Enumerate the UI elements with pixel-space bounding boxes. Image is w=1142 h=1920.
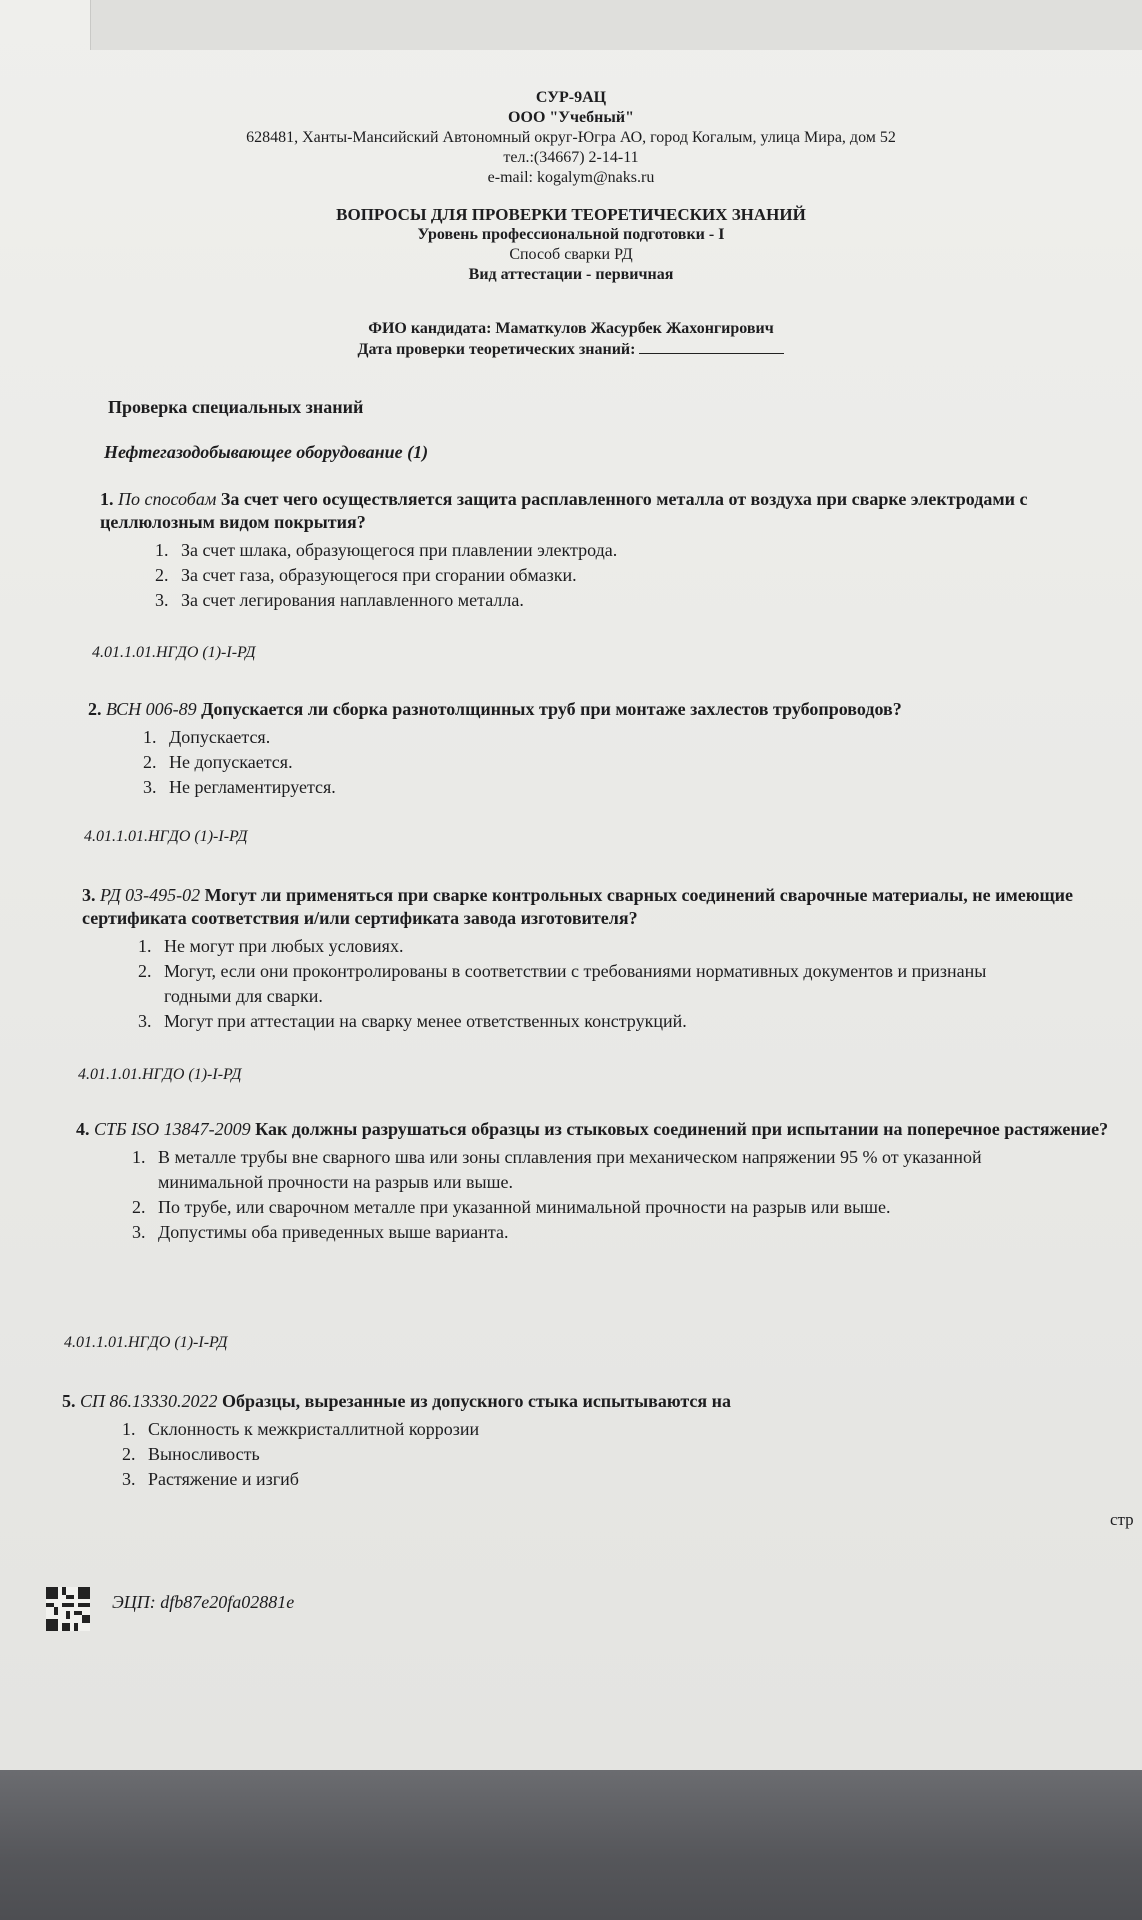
answer-option: 3. Не регламентируется.	[143, 777, 336, 797]
title-block	[0, 205, 1142, 285]
question-3	[82, 884, 1122, 1034]
answer-option: 1. Допускается.	[143, 727, 271, 747]
question-source: ВСН 006-89	[106, 699, 197, 719]
question-text: За счет чего осуществляется защита расплавленного металла от воздуха при сварке электродами с целлюлозным видом покрытия?	[100, 489, 1028, 532]
answer-option: 2. Могут, если они проконтролированы в соответствии с требованиями нормативных документов и признаны годными для сварки.	[138, 961, 987, 1006]
subsection-heading: Нефтегазодобывающее оборудование (1)	[104, 442, 429, 462]
question-source: По способам	[118, 489, 217, 509]
qr-code-icon	[46, 1587, 90, 1631]
answer-list	[132, 1145, 1032, 1245]
question-code: 4.01.1.01.НГДО (1)-I-РД	[64, 1334, 228, 1351]
question-5	[62, 1390, 1122, 1492]
answer-option: 3. За счет легирования наплавленного металла.	[155, 590, 524, 610]
answer-option: 2. По трубе, или сварочном металле при указанной минимальной прочности на разрыв или выше.	[132, 1197, 891, 1217]
question-text: Могут ли применяться при сварке контрольных сварных соединений сварочные материалы, не имеющие сертификата соответствия и/или сертификата завода изготовителя?	[82, 885, 1074, 928]
question-source: СТБ ISO 13847-2009	[94, 1119, 251, 1139]
question-1	[100, 488, 1120, 613]
question-source: СП 86.13330.2022	[80, 1391, 218, 1411]
candidate-block	[0, 318, 1142, 360]
date-label: Дата проверки теоретических знаний:	[357, 341, 636, 358]
question-code: 4.01.1.01.НГДО (1)-I-РД	[78, 1066, 242, 1083]
org-name: ООО "Учебный"	[508, 109, 634, 126]
org-email: e-mail: kogalym@naks.ru	[487, 169, 655, 186]
digital-signature: ЭЦП: dfb87e20fa02881e	[112, 1592, 295, 1612]
candidate-name: ФИО кандидата: Маматкулов Жасурбек Жахонгирович	[368, 320, 774, 337]
question-number: 1.	[100, 489, 114, 509]
answer-list	[138, 934, 1008, 1034]
org-code: СУР-9АЦ	[535, 89, 607, 106]
page-edge	[90, 0, 1142, 50]
question-4	[76, 1118, 1136, 1245]
answer-option: 3. Могут при аттестации на сварку менее ответственных конструкций.	[138, 1011, 687, 1031]
org-address: 628481, Ханты-Мансийский Автономный округ-Югра АО, город Когалым, улица Мира, дом 52	[246, 129, 896, 146]
question-source: РД 03-495-02	[100, 885, 201, 905]
doc-title: ВОПРОСЫ ДЛЯ ПРОВЕРКИ ТЕОРЕТИЧЕСКИХ ЗНАНИЙ	[336, 205, 806, 224]
section-heading: Проверка специальных знаний	[108, 397, 364, 417]
answer-option: 3. Растяжение и изгиб	[122, 1469, 299, 1489]
answer-list	[155, 538, 1120, 613]
background-fabric	[0, 1770, 1142, 1920]
org-header	[0, 88, 1142, 188]
answer-option: 2. Выносливость	[122, 1444, 260, 1464]
answer-option: 1. Не могут при любых условиях.	[138, 936, 404, 956]
answer-option: 2. Не допускается.	[143, 752, 293, 772]
date-blank-line	[639, 339, 784, 354]
question-code: 4.01.1.01.НГДО (1)-I-РД	[92, 644, 256, 661]
answer-list	[122, 1417, 1122, 1492]
answer-option: 3. Допустимы оба приведенных выше варианта.	[132, 1222, 509, 1242]
question-number: 3.	[82, 885, 96, 905]
question-number: 4.	[76, 1119, 90, 1139]
type-line: Вид аттестации - первичная	[468, 266, 674, 283]
answer-option: 2. За счет газа, образующегося при сгорании обмазки.	[155, 565, 577, 585]
question-text: Допускается ли сборка разнотолщинных труб при монтаже захлестов трубопроводов?	[201, 699, 902, 719]
page-number-label: стр	[1110, 1510, 1134, 1529]
question-text: Образцы, вырезанные из допускного стыка испытываются на	[222, 1391, 732, 1411]
question-number: 5.	[62, 1391, 76, 1411]
question-number: 2.	[88, 699, 102, 719]
question-text: Как должны разрушаться образцы из стыковых соединений при испытании на поперечное растяжение?	[255, 1119, 1109, 1139]
level-line: Уровень профессиональной подготовки - I	[417, 226, 725, 243]
org-phone: тел.:(34667) 2-14-11	[503, 149, 639, 166]
question-code: 4.01.1.01.НГДО (1)-I-РД	[84, 828, 248, 845]
answer-option: 1. Склонность к межкристаллитной коррозии	[122, 1419, 480, 1439]
question-2	[88, 698, 1128, 800]
answer-option: 1. За счет шлака, образующегося при плавлении электрода.	[155, 540, 618, 560]
method-line: Способ сварки РД	[509, 246, 633, 263]
answer-option: 1. В металле трубы вне сварного шва или зоны сплавления при механическом напряжении 95 % от указанной минимальной прочности на разрыв или выше.	[132, 1147, 982, 1192]
answer-list	[143, 725, 1128, 800]
